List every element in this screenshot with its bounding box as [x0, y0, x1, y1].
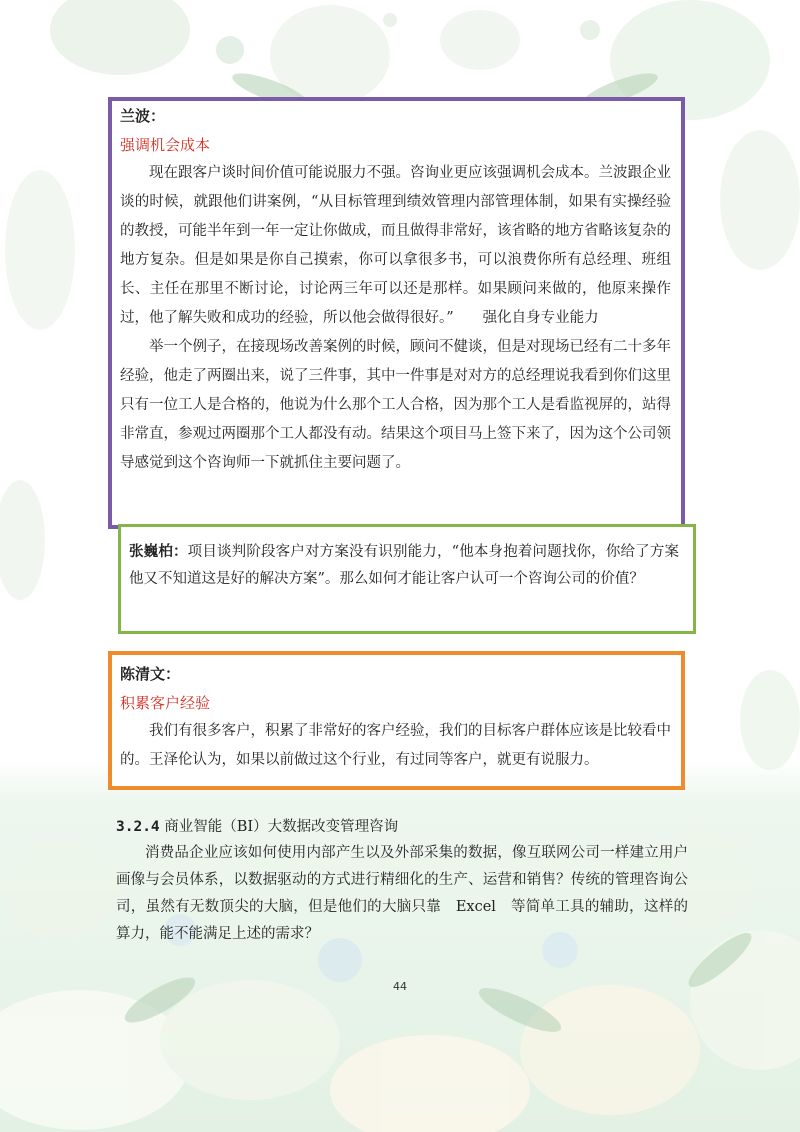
- chen-quote-box: [108, 651, 685, 790]
- speaker-name: 张巍柏：: [129, 544, 188, 560]
- section-number: 3.2.4: [116, 819, 160, 835]
- section-title-text: 商业智能（BI）大数据改变管理咨询: [164, 819, 399, 835]
- page-number: 44: [393, 980, 407, 993]
- lanbo-quote-box: [108, 97, 685, 529]
- inline-subheading: 强化自身专业能力: [482, 310, 599, 326]
- paragraph-text: 现在跟客户谈时间价值可能说服力不强。咨询业更应该强调机会成本。兰波跟企业谈的时候，就跟他们讲案例，“从目标管理到绩效管理内部管理体制，如果有实操经验的教授，可能半年到一年一定让你做成，而且做得非常好，该省略的地方省略该复杂的地方复杂。但是如果是你自己摸索，你可以拿很多书，可以浪费你所有总经理、班组长、主任在那里不断讨论，讨论两三年可以还是那样。如果顾问来做的，他原来操作过，他了解失败和成功的经验，所以他会做得很好。”: [120, 165, 671, 326]
- paragraph: [129, 539, 679, 593]
- subheading: 强调机会成本: [120, 136, 211, 154]
- paragraph: 举一个例子，在接现场改善案例的时候，顾问不健谈，但是对现场已经有二十多年经验，他走了两圈出来，说了三件事，其中一件事是对对方的总经理说我看到你们这里只有一位工人是合格的，他说为什么那个工人合格，因为那个工人是看监视屏的，站得非常直，参观过两圈那个工人都没有动。结果这个项目马上签下来了，因为这个公司领导感觉到这个咨询师一下就抓住主要问题了。: [120, 339, 671, 471]
- section-heading: [116, 814, 688, 840]
- paragraph-text: 项目谈判阶段客户对方案没有识别能力，“他本身抱着问题找你，你给了方案他又不知道这是好的解决方案”。那么如何才能让客户认可一个咨询公司的价值？: [129, 544, 680, 587]
- subheading: 积累客户经验: [120, 694, 211, 712]
- speaker-name: 陈清文：: [120, 665, 181, 683]
- paragraph: [120, 159, 671, 333]
- speaker-name: 兰波：: [120, 107, 166, 125]
- paragraph: 我们有很多客户，积累了非常好的客户经验，我们的目标客户群体应该是比较看中的。王泽伦认为，如果以前做过这个行业，有过同等客户，就更有说服力。: [120, 723, 671, 768]
- zhang-quote-box: [118, 524, 696, 634]
- paragraph: 消费品企业应该如何使用内部产生以及外部采集的数据，像互联网公司一样建立用户画像与会员体系，以数据驱动的方式进行精细化的生产、运营和销售？传统的管理咨询公司，虽然有无数顶尖的大脑，但是他们的大脑只靠 Excel 等简单工具的辅助，这样的算力，能不能满足上述的需求？: [116, 845, 688, 942]
- section-3-2-4: [116, 814, 688, 948]
